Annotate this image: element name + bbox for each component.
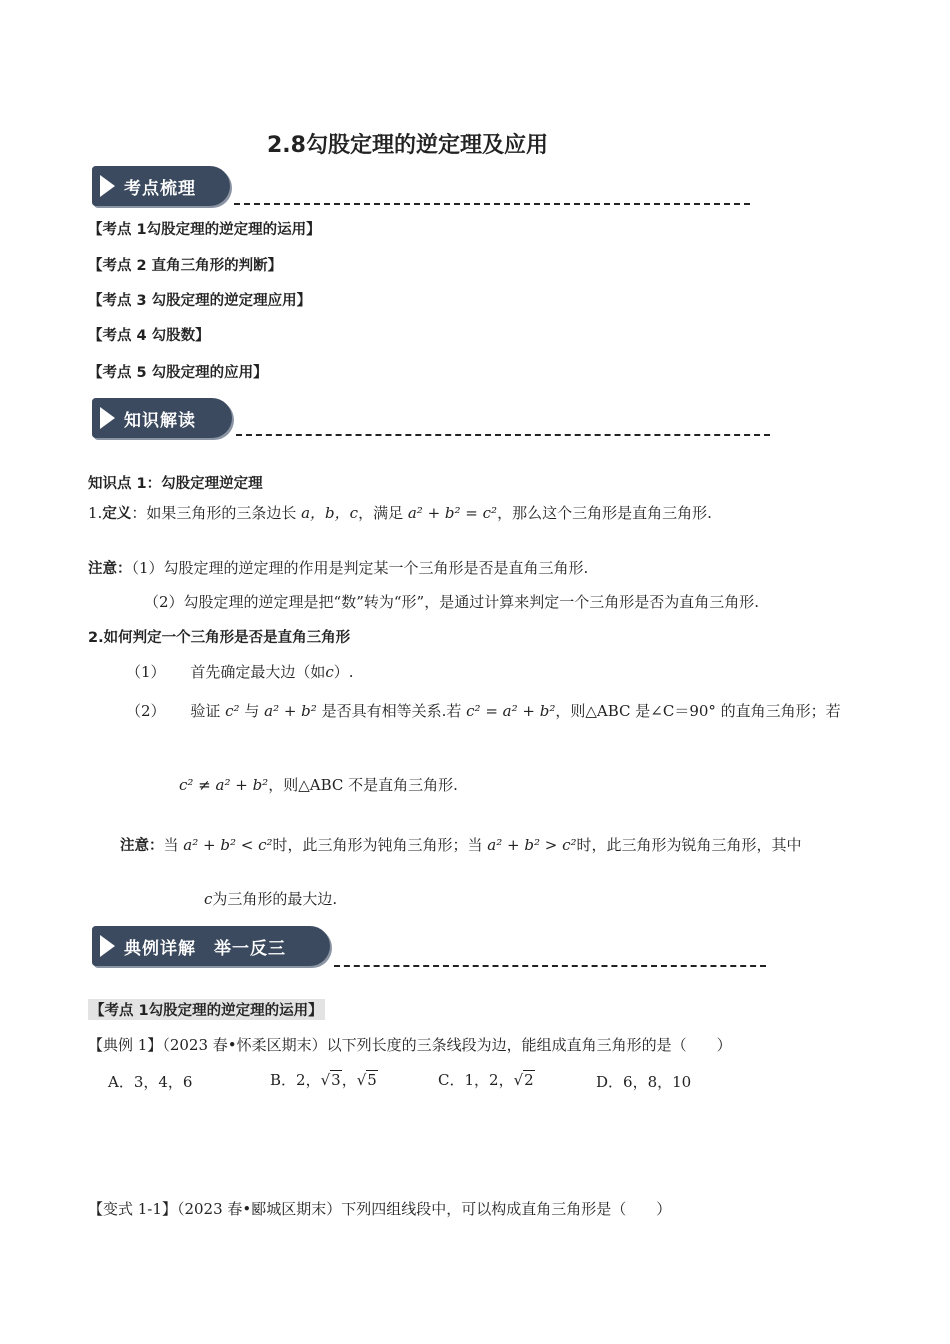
option-c: C．1，2，√2 xyxy=(438,1071,534,1089)
divider xyxy=(234,203,750,205)
option-d: D．6，8，10 xyxy=(596,1073,692,1091)
note-2: （2）勾股定理的逆定理是把“数”转为“形”，是通过计算来判定一个三角形是否为直角三角形. xyxy=(144,593,759,611)
divider xyxy=(236,434,770,436)
sqrt-icon: √3 xyxy=(320,1071,341,1089)
kaodian-item: 【考点 5 勾股定理的应用】 xyxy=(88,365,268,381)
section-label: 知识解读 xyxy=(124,411,196,431)
section-label: 考点梳理 xyxy=(124,179,196,199)
section-banner-examples xyxy=(92,926,332,968)
note-1: 注意：（1）勾股定理的逆定理的作用是判定某一个三角形是否是直角三角形. xyxy=(88,559,589,577)
note-3: 注意：当 a² + b² < c²时，此三角形为钝角三角形；当 a² + b² > c²时，此三角形为锐角三角形，其中 xyxy=(120,836,802,854)
judge-title: 2.如何判定一个三角形是否是直角三角形 xyxy=(88,630,351,646)
step-2-cont: c² ≠ a² + b²，则△ABC 不是直角三角形. xyxy=(179,776,458,794)
kaodian-item: 【考点 2 直角三角形的判断】 xyxy=(88,258,283,274)
play-arrow-icon xyxy=(100,175,115,197)
section-banner-review xyxy=(92,166,232,208)
definition-line: 1.定义：如果三角形的三条边长 a，b，c，满足 a² + b² = c²，那么这个三角形是直角三角形. xyxy=(88,504,712,522)
option-b: B．2，√3，√5 xyxy=(270,1071,377,1089)
knowledge-point-title: 知识点 1：勾股定理逆定理 xyxy=(88,476,263,492)
step-1: （1） 首先确定最大边（如c）. xyxy=(126,663,354,681)
example-kaodian: 【考点 1勾股定理的逆定理的运用】 xyxy=(88,999,325,1020)
variant-1-1: 【变式 1-1】（2023 春•郾城区期末）下列四组线段中，可以构成直角三角形是（ ） xyxy=(88,1200,672,1218)
sqrt-icon: √5 xyxy=(356,1071,377,1089)
kaodian-item: 【考点 1勾股定理的逆定理的运用】 xyxy=(88,222,321,238)
play-arrow-icon xyxy=(100,407,115,429)
section-banner-knowledge xyxy=(92,398,234,440)
note-3-cont: c为三角形的最大边. xyxy=(204,890,338,908)
divider xyxy=(334,965,766,967)
kaodian-item: 【考点 4 勾股数】 xyxy=(88,328,210,344)
sqrt-icon: √2 xyxy=(513,1071,534,1089)
kaodian-item: 【考点 3 勾股定理的逆定理应用】 xyxy=(88,293,312,309)
play-arrow-icon xyxy=(100,935,115,957)
step-2: （2） 验证 c² 与 a² + b² 是否具有相等关系.若 c² = a² + b²，则△ABC 是∠C＝90° 的直角三角形；若 xyxy=(126,702,841,720)
option-a: A．3，4，6 xyxy=(108,1073,193,1091)
section-label: 典例详解 举一反三 xyxy=(124,939,286,959)
example-1: 【典例 1】（2023 春•怀柔区期末）以下列长度的三条线段为边，能组成直角三角形的是（ ） xyxy=(88,1036,732,1054)
page-title: 2.8勾股定理的逆定理及应用 xyxy=(267,133,548,158)
